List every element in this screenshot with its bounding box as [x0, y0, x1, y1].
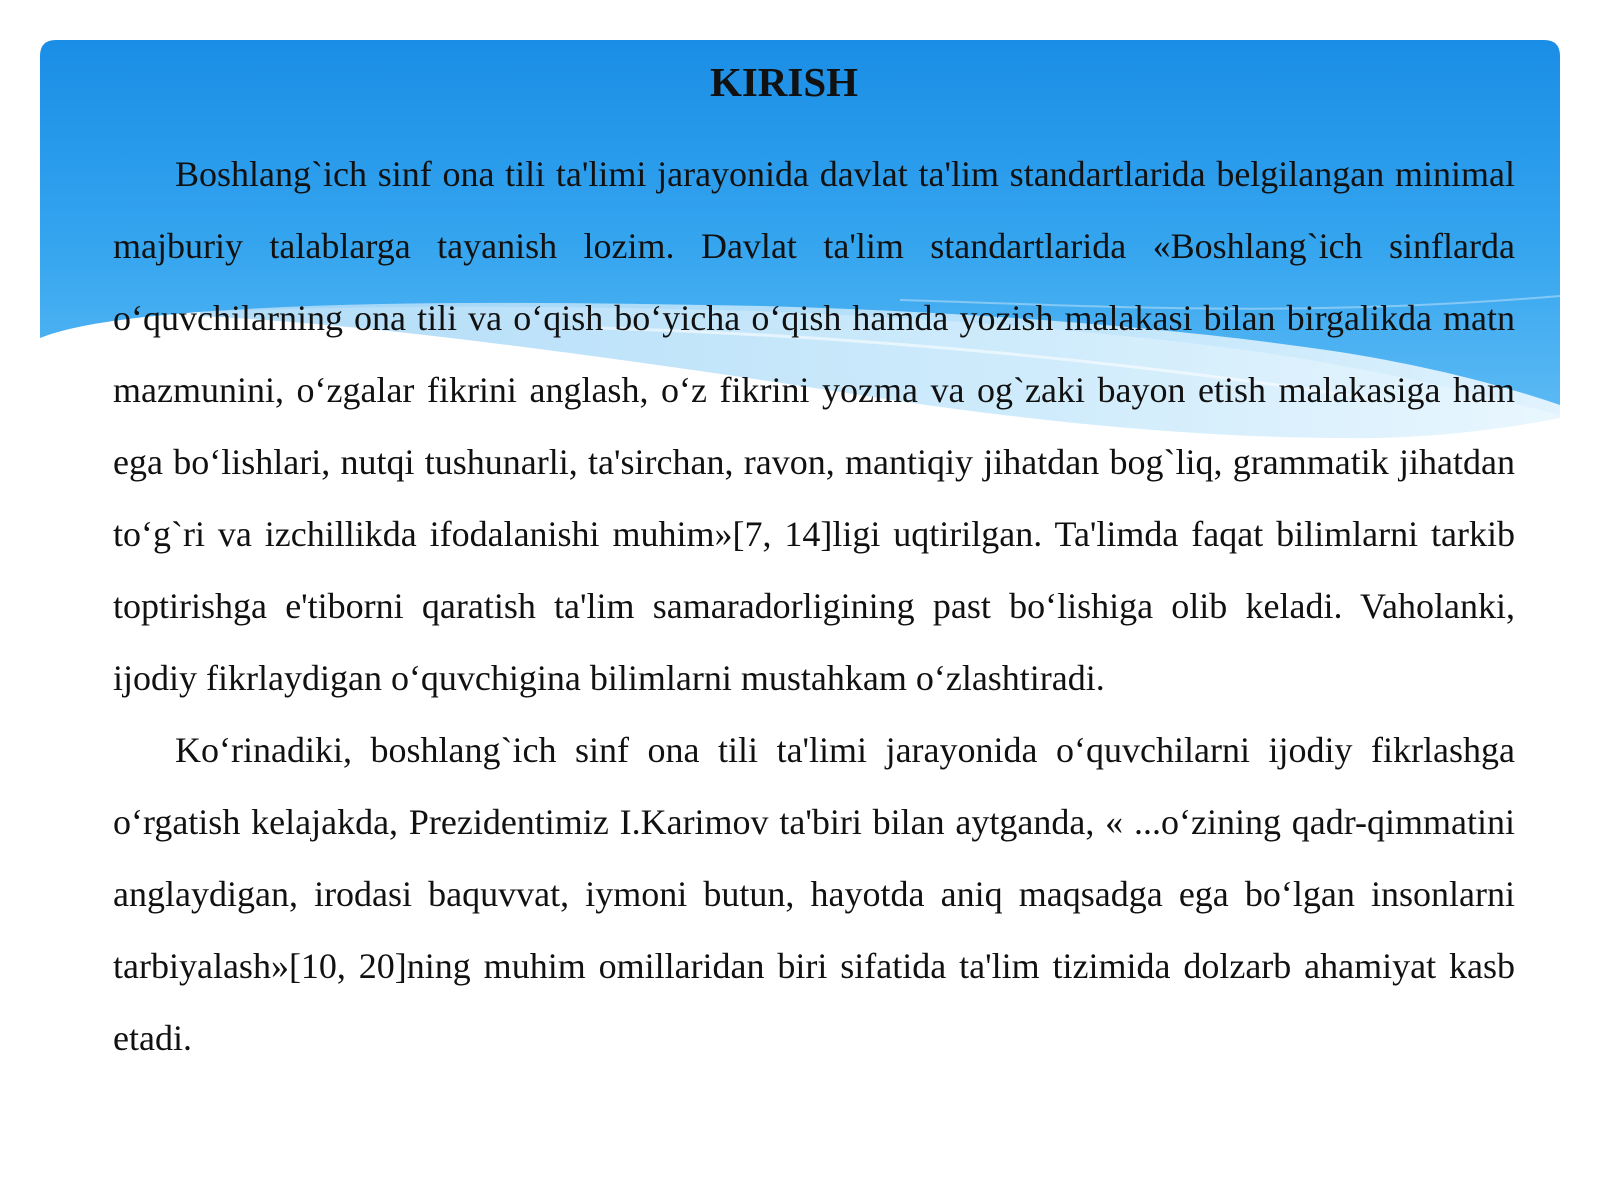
- paragraph-1: Boshlang`ich sinf ona tili ta'limi jarayonida davlat ta'lim standartlarida belgilangan minimal majburiy talablarga tayanish lozim. Davlat ta'lim standartlarida «Boshlang`ich sinflarda o‘quvchilarning ona tili va o‘qish bo‘yicha o‘qish hamda yozish malakasi bilan birgalikda matn mazmunini, o‘zgalar fikrini anglash, o‘z fikrini yozma va og`zaki bayon etish malakasiga ham ega bo‘lishlari, nutqi tushunarli, ta'sirchan, ravon, mantiqiy jihatdan bog`liq, grammatik jihatdan to‘g`ri va izchillikda ifodalanishi muhim»[7, 14]ligi uqtirilgan. Ta'limda faqat bilimlarni tarkib toptirishga e'tiborni qaratish ta'lim samaradorligining past bo‘lishiga olib keladi. Vaholanki, ijodiy fikrlaydigan o‘quvchigina bilimlarni mustahkam o‘zlashtiradi.: [113, 154, 1515, 698]
- body-text: [113, 138, 1515, 1074]
- slide-title: KIRISH: [709, 59, 859, 105]
- paragraph-2: Ko‘rinadiki, boshlang`ich sinf ona tili ta'limi jarayonida o‘quvchilarni ijodiy fikrlashga o‘rgatish kelajakda, Prezidentimiz I.Karimov ta'biri bilan aytganda, « ...o‘zining qadr-qimmatini anglaydigan, irodasi baquvvat, iymoni butun, hayotda aniq maqsadga ega bo‘lgan insonlarni tarbiyalash»[10, 20]ning muhim omillaridan biri sifatida ta'lim tizimida dolzarb ahamiyat kasb etadi.: [113, 730, 1515, 1058]
